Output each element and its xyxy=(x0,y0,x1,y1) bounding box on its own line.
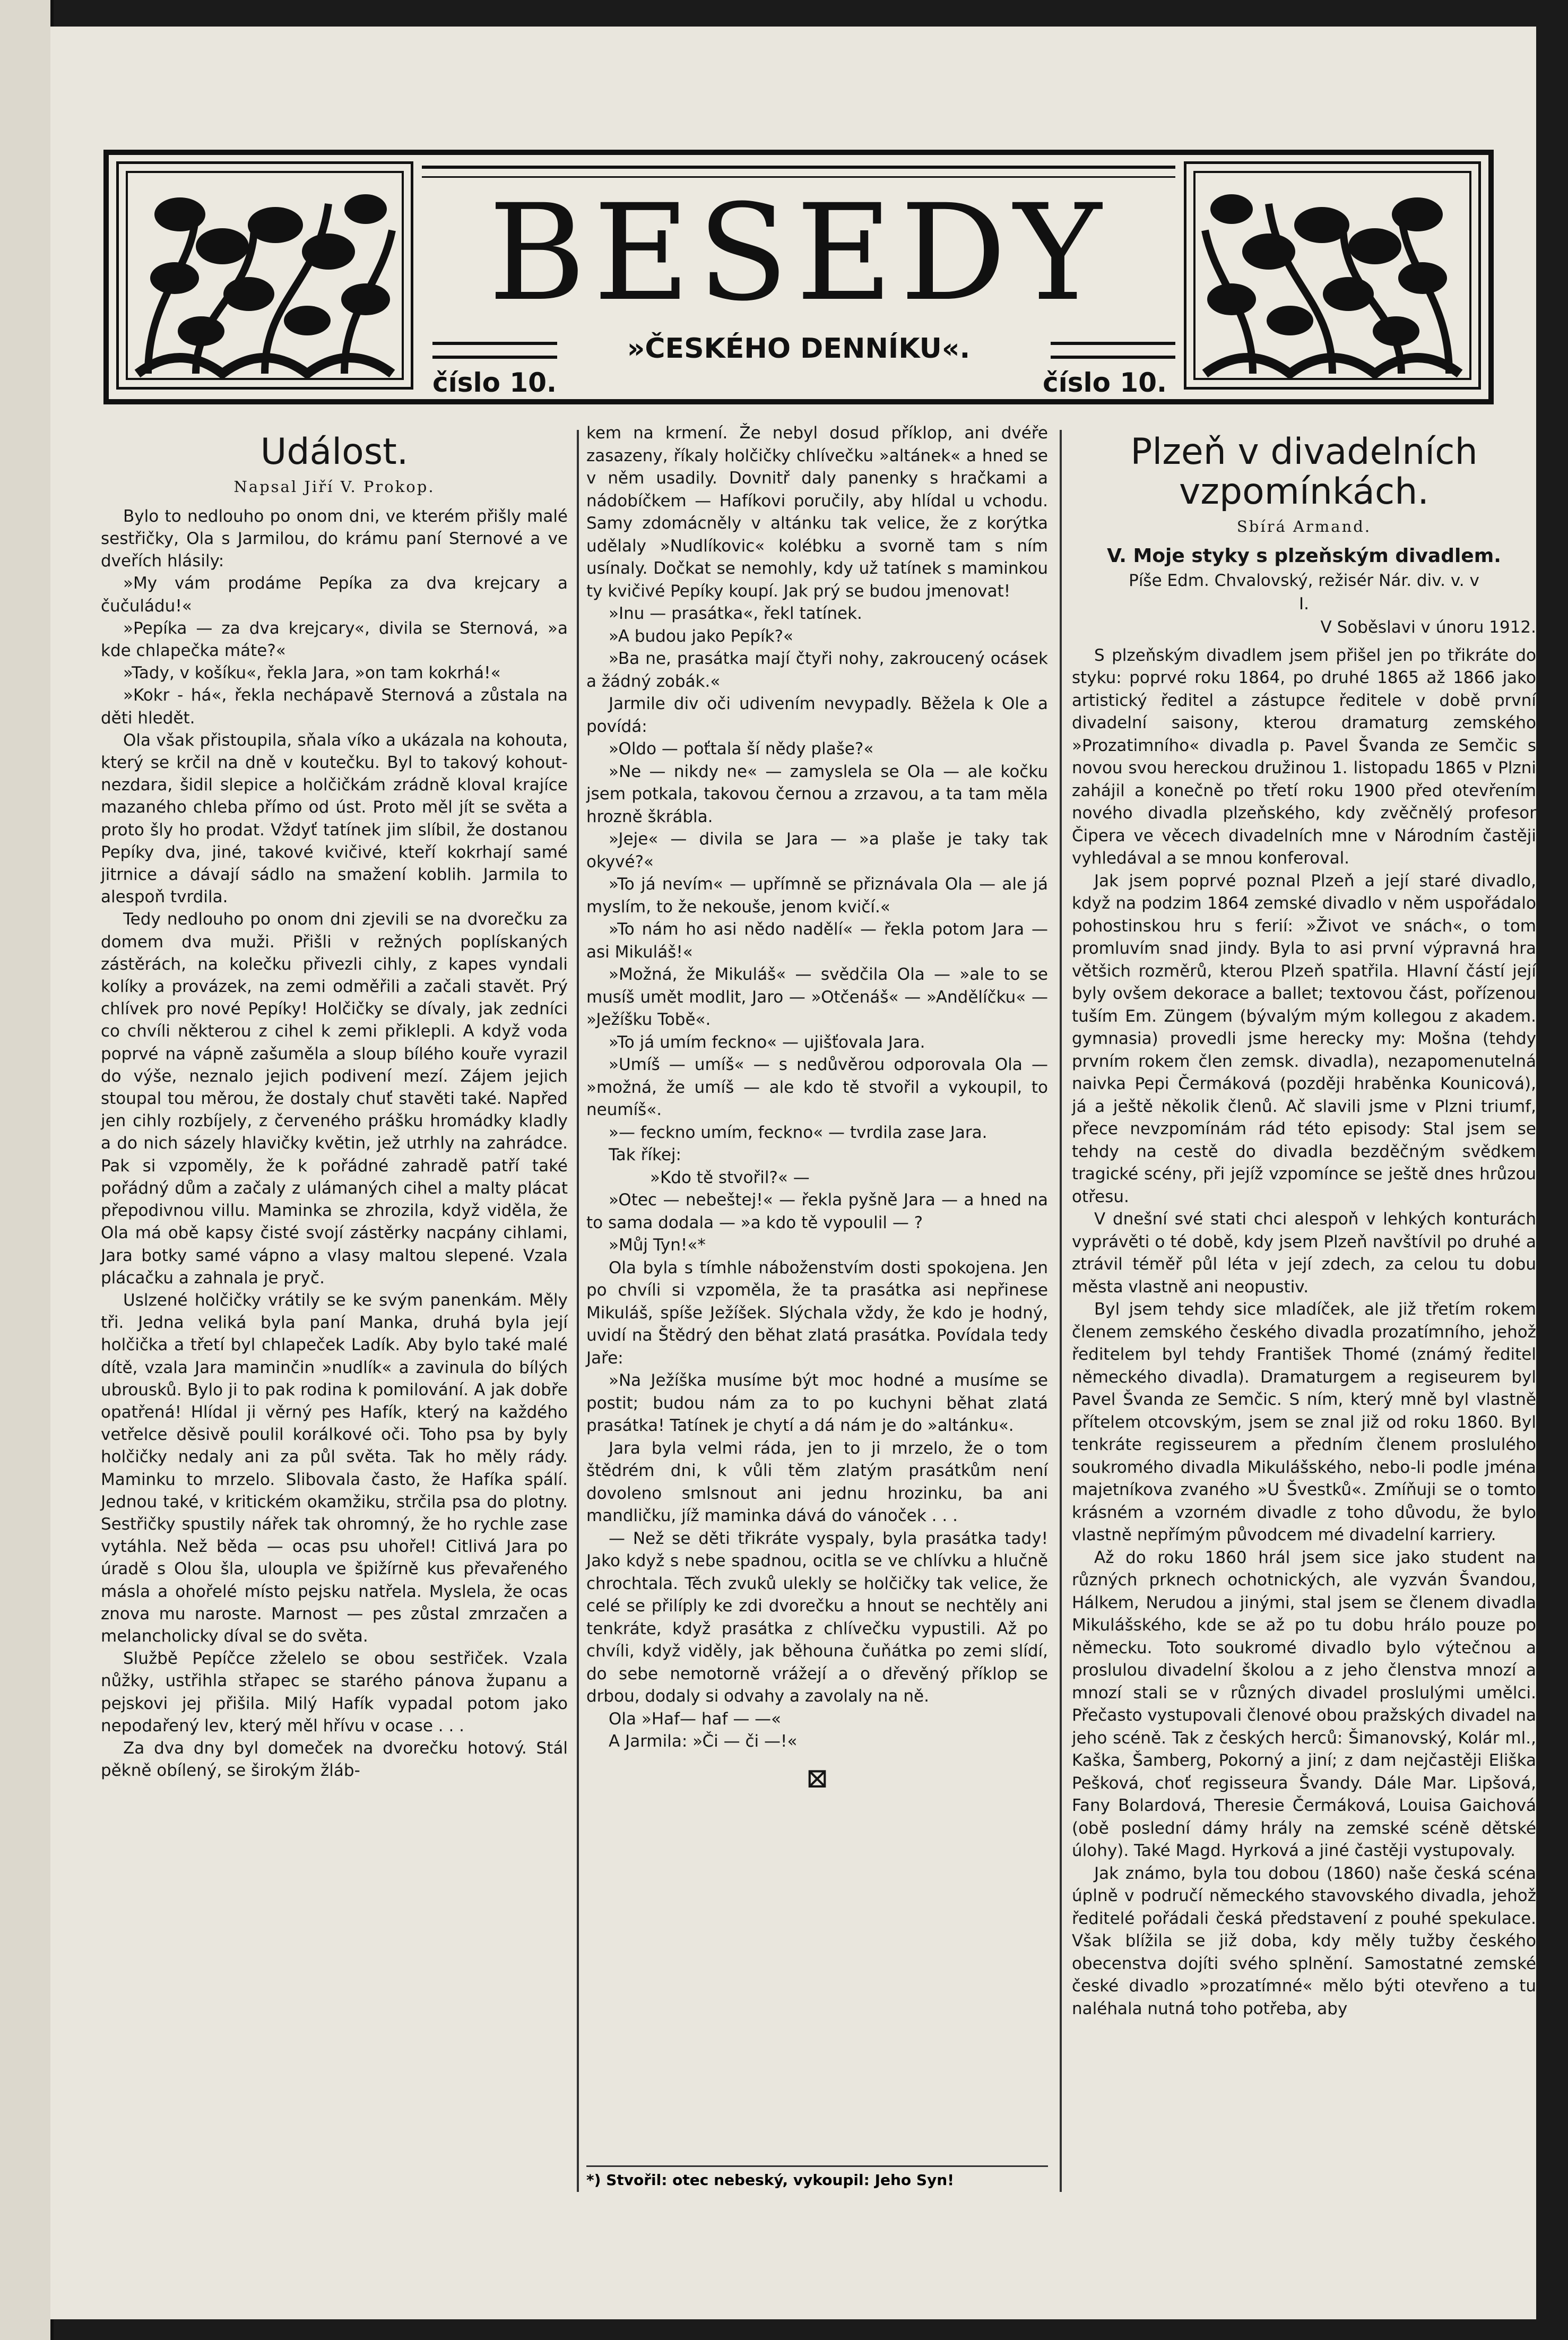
paragraph: »Pepíka — za dva krejcary«, divila se Sternová, »a kde chlapečka máte?« xyxy=(101,618,568,661)
subtitle-rule-right xyxy=(1051,342,1175,359)
paragraph: »— feckno umím, feckno« — tvrdila zase Jara. xyxy=(609,1122,987,1142)
column-3 xyxy=(1072,422,1536,2020)
paragraph: Jarmile div oči udivením nevypadly. Běžela k Ole a povídá: xyxy=(586,694,1048,736)
column-1 xyxy=(101,422,568,1782)
paragraph: »To já nevím« — upřímně se přiznávala Ola — ale já myslím, to že nekouše, jenom kvičí.« xyxy=(586,875,1048,917)
paragraph: »Jeje« — divila se Jara — »a plaše je taky tak okyvé?« xyxy=(586,830,1048,871)
paragraph: »Tady, v košíku«, řekla Jara, »on tam kokrhá!« xyxy=(123,663,501,683)
column-divider-2 xyxy=(1060,430,1062,2192)
paragraph: Uslzené holčičky vrátily se ke svým panenkám. Měly tři. Jedna veliká byla paní Manka, druhá byla její holčička a třetí byl chlapeček Ladík. Aby bylo také malé dítě, vzala Jara maminčin »nudlík« a zavinula do bílých ubrousků. Bylo ji to pak rodina k pomilování. A jak dobře opatřená! Hlídal ji věrný pes Hafík, který na každého vetřelce děsivě poulil korálkové oči. Toho psa by byly holčičky nedaly ani za půl světa. Tak ho měly rády. Maminku to mrzelo. Slibovala často, že Hafíka spálí. Jednou také, v kritickém okamžiku, strčila psa do plotny. Sestřičky spustily nářek tak ohromný, že ho rychle zase vytáhla. Než běda — ocas psu uhořel! Citlivá Jara po úradě s Olou šla, uloupla ve špižírně kus převařeného másla a ohořelé místo pejsku natřela. Myslela, že ocas znova mu naroste. Marnost — pes zůstal zmrzačen a melancholicky díval se do světa. xyxy=(101,1290,568,1646)
article-title-udalost: Událost. xyxy=(260,431,409,473)
paragraph: Bylo to nedlouho po onom dni, ve kterém přišly malé sestřičky, Ola s Jarmilou, do krámu paní Sternové a ve dveřích hlásily: xyxy=(101,506,568,571)
newspaper-subtitle: »ČESKÉHO DENNÍKU«. xyxy=(627,333,971,365)
paragraph: Jak známo, byla tou dobou (1860) naše česká scéna úplně v područí německého stavovského divadla, jehož ředitelé pořádali česká představení z pouhé spekulace. Však blížila se již doba, kdy měly tužby českého obecenstva dojíti svého splnění. Samostatné zemské české divadlo »prozatímné« mělo býti otevřeno a tu naléhala nutná toho potřeba, aby xyxy=(1072,1863,1536,2018)
newspaper-title: BESEDY xyxy=(488,176,1109,330)
newspaper-page xyxy=(50,27,1536,2319)
footnote: *) Stvořil: otec nebeský, vykoupil: Jeho Syn! xyxy=(586,2165,1048,2189)
paragraph: S plzeňským divadlem jsem přišel jen po třikráte do styku: poprvé roku 1864, po druhé 1865 až 1866 jako artistický ředitel a zástupce ředitele v době první divadelní saisony, kterou dramaturg zemského »Prozatimního« divadla p. Pavel Švanda ze Semčic s novou svou hereckou družinou 1. listopadu 1865 v Plzni zahájil a konečně po třetí roku 1900 před otevřením nového divadla plzeňského, kdy zvěčnělý profesor Čipera ve věcech divadelních mne v Národním častěji vyhledával a se mnou konferoval. xyxy=(1072,645,1536,868)
issue-number-right: číslo 10. xyxy=(1043,367,1167,398)
paragraph: »Ba ne, prasátka mají čtyři nohy, zakroucený ocásek a žádný zobák.« xyxy=(586,649,1048,691)
paragraph: »Umíš — umíš« — s nedůvěrou odporovala Ola — »možná, že umíš — ale kdo tě stvořil a vykoupil, to neumíš«. xyxy=(586,1055,1048,1119)
paragraph: »A budou jako Pepík?« xyxy=(609,626,793,646)
paragraph: Ola však přistoupila, sňala víko a ukázala na kohouta, který se krčil na dně v koutečku. Byl to takový kohout-nezdara, šidil slepice a holčičkám zrádně kloval krajíce mazaného chleba přímo od úst. Proto měl jít se světa a proto šly ho prodat. Vždyť tatínek jim slíbil, že dostanou Pepíky dva, jiné, takové kvičivé, kteří kokrhají samé jitrnice a dávají sádlo na smažení koblih. Jarmila to alespoň tvrdila. xyxy=(101,730,568,907)
paragraph: Až do roku 1860 hrál jsem sice jako student na různých prknech ochotnických, ale vyzván Švandou, Hálkem, Nerudou a jinými, stal jsem se členem divadla Mikulášského, kde se až po tu dobu hrálo pouze po německu. Toto soukromé divadlo bylo výtečnou a proslulou divadelní školou a z jeho členstva mnozí a mnozí stali se v různých divadel proslulými umělci. Přečasto vystupovali členové obou pražských divadel na jeho scéně. Tak z českých herců: Šimanovský, Kolár ml., Kaška, Šamberg, Pokorný a jiní; z dam nejčastěji Eliška Pešková, choť regisseura Švandy. Dále Mar. Lipšová, Fany Bolardová, Theresie Čermáková, Louisa Gaichová (obě poslední dámy hrály na zemské scéně dětské úlohy). Také Magd. Hyrková a jiné častěji vystupovaly. xyxy=(1072,1548,1536,1861)
paragraph: Ola byla s tímhle náboženstvím dosti spokojena. Jen po chvíli si vzpoměla, že ta prasátka asi nepřinese Mikuláš, spíše Ježíšek. Slýchala vždy, že kdo je hodný, uvidí na Štědrý den běhat zlatá prasátka. Povídala tedy Jaře: xyxy=(586,1258,1048,1368)
paragraph: Tak říkej: xyxy=(609,1145,681,1164)
paragraph: »Kdo tě stvořil?« — xyxy=(650,1168,810,1187)
paragraph: »To nám ho asi nědo nadělí« — řekla potom Jara — asi Mikuláš!« xyxy=(586,920,1048,962)
article-byline: Napsal Jiří V. Prokop. xyxy=(233,477,435,496)
author-line: Píše Edm. Chvalovský, režisér Nár. div. v. v xyxy=(1129,571,1479,590)
masthead xyxy=(103,150,1494,404)
column-2 xyxy=(586,422,1048,1804)
paragraph: — Než se děti třikráte vyspaly, byla prasátka tady! Jako když s nebe spadnou, ocitla se ve chlívku a hlučně chrochtala. Těch zvuků ulekly se holčičky tak velice, že celé se přilíply ke zdi dvorečku a hnout se nechtěly ani tenkráte, když prasátka z chlívečku vypustili. Až po chvíli, když viděly, jak běhouna čuňátka po zemi slídí, do sebe nemotorně vrážejí a o dřevěný příklop se drbou, dodaly si odvahy a zavolaly na ně. xyxy=(586,1529,1048,1706)
paragraph: Tedy nedlouho po onom dni zjevili se na dvorečku za domem dva muži. Přišli v režných poplískaných zástěrách, na kolečku přivezli cihly, z kapes vyndali kolíky a provázek, na zemi odměřili a začali stavět. Prý chlívek pro nové Pepíky! Holčičky se dívaly, jak zedníci co chvíli některou z cihel k zemi přiklepli. A když voda poprvé na vápně zašuměla a sloup bílého kouře vyrazil do výše, neznalo jejich podivení mezí. Zájem jejich stoupal tou měrou, že dostaly chuť stavěti také. Napřed jen cihly rozbíjely, z červeného prášku hromádky kladly a do nich sázely hlavičky květin, jež utrhly na zahrádce. Pak si vzpoměly, že k pořádné zahradě patří také pořádný dům a začaly z ulámaných cihel a malty plácat přepodivnou villu. Maminka se zhrozila, když viděla, že Ola má obě kapsy čisté svojí zástěrky nacpány cihlami, Jara botky samé vápno a vlasy maltou slepené. Vzala plácačku a zahnala je pryč. xyxy=(101,910,568,1288)
paragraph: »My vám prodáme Pepíka za dva krejcary a čučuládu!« xyxy=(101,574,568,616)
article-byline: Sbírá Armand. xyxy=(1236,517,1372,536)
paragraph: »Otec — nebeštej!« — řekla pyšně Jara — a hned na to sama dodala — »a kdo tě vypoulil — ? xyxy=(586,1190,1048,1232)
article-subtitle: V. Moje styky s plzeňským divadlem. xyxy=(1107,545,1501,567)
paragraph: »Možná, že Mikuláš« — svědčila Ola — »ale to se musíš umět modlit, Jaro — »Otčenáš« — »Andělíčku« — »Ježíšku Tobě«. xyxy=(586,965,1048,1029)
paragraph: »Kokr - há«, řekla nechápavě Sternová a zůstala na děti hledět. xyxy=(101,686,568,728)
end-of-article-mark: ⊠ xyxy=(805,1762,829,1794)
paragraph: Za dva dny byl domeček na dvorečku hotový. Stál pěkně obílený, se širokým žláb- xyxy=(101,1738,568,1781)
paragraph: »Můj Tyn!«* xyxy=(609,1236,706,1255)
paragraph: Jara byla velmi ráda, jen to ji mrzelo, že o tom štědrém dni, k vůli těm zlatým prasátkům není dovoleno smlsnout ani jednu hrozinku, ba ani mandličku, jíž maminka dává do vánoček . . . xyxy=(586,1438,1048,1525)
section-mark: I. xyxy=(1299,594,1309,614)
previous-page-edge xyxy=(0,0,54,2340)
column-divider-1 xyxy=(577,430,579,2192)
art-nouveau-ornament-right xyxy=(1184,161,1481,390)
paragraph: Ola »Haf— haf — —« xyxy=(609,1709,782,1729)
paragraph: V dnešní své stati chci alespoň v lehkých konturách vyprávěti o té době, kdy jsem Plzeň navštívil po druhé a ztrávil téměř půl léta v její zdech, za celou tu dobu města vlastně ani neopustiv. xyxy=(1072,1210,1536,1297)
paragraph: »Inu — prasátka«, řekl tatínek. xyxy=(609,604,862,623)
paragraph: Službě Pepíčce zželelo se obou sestřiček. Vzala nůžky, ustřihla střapec se starého pánova županu a pejskovi jej přišila. Milý Hafík vypadal potom jako nepodařený lev, který měl hřívu v ocase . . . xyxy=(101,1649,568,1735)
art-nouveau-ornament-left xyxy=(116,161,413,390)
paragraph: »To já umím feckno« — ujišťovala Jara. xyxy=(609,1032,925,1052)
dateline: V Soběslavi v únoru 1912. xyxy=(1320,617,1536,637)
paragraph: »Oldo — poťtala ší nědy plaše?« xyxy=(609,739,874,758)
paragraph: »Ne — nikdy ne« — zamyslela se Ola — ale kočku jsem potkala, takovou černou a zrzavou, a ta tam měla hrozně škrábla. xyxy=(586,762,1048,826)
paragraph: kem na krmení. Že nebyl dosud příklop, ani dvéře zasazeny, říkaly holčičky chlívečku »altánek« a hned se v něm usadily. Dovnitř daly panenky s hračkami a nádobíčkem — Hafíkovi poručily, aby hlídal u vchodu. Samy zdomácněly v altánku tak velice, že z korýtka udělaly »Nudlíkovic« kolébku a svorně tam s ním usínaly. Dočkat se nemohly, kdy už tatínek s maminkou ty kvičivé Pepíky koupí. Jak prý se budou jmenovat! xyxy=(586,424,1048,601)
article-title-plzen: Plzeň v divadelních vzpomínkách. xyxy=(1130,431,1478,513)
issue-number-left: číslo 10. xyxy=(432,367,557,398)
paragraph: Byl jsem tehdy sice mladíček, ale již třetím rokem členem zemského českého divadla prozatímního, jehož ředitelem byl tehdy František Thomé (známý ředitel německého divadla). Dramaturgem a regiseurem byl Pavel Švanda ze Semčic. S ním, který mně byl vlastně přítelem otcovským, jsem se znal již od roku 1860. Byl tenkráte regisseurem a předním členem proslulého soukromého divadla Mikulášského, nebo-li podle jména majetníkova zvaného »U Švestků«. Zmíňuji se o tomto krásném a vzorném divadle z toho důvodu, že bylo vlastně nepřímým původcem mé divadelní karriery. xyxy=(1072,1300,1536,1545)
paragraph: Jak jsem poprvé poznal Plzeň a její staré divadlo, když na podzim 1864 zemské divadlo v něm uspořádalo pohostinskou hru s ferií: »Život ve snách«, o tom promluvím snad jindy. Byla to asi první výpravná hra většich rozměrů, kterou Plzeň spatřila. Hlavní částí její byly ovšem dekorace a ballet; textovou část, pořízenou tuším Em. Züngem (bývalým mým kollegou z akadem. gymnasia) provedli jsme herecky my: Mošna (tehdy prvním rokem člen zemsk. divadla), nezapomenutelná naivka Pepi Čermáková (později hraběnka Kounicová), já a ještě několik členů. Ač slavili jsme v Plzni triumf, přece nevzpomínám rád této episody: Stal jsem se tehdy na cestě do divadla bezděčným svědkem tragické scény, při jejíž vzpomínce se ještě dnes hrůzou otřesu. xyxy=(1072,871,1536,1206)
paragraph: A Jarmila: »Či — či —!« xyxy=(609,1732,798,1751)
paragraph: »Na Ježíška musíme být moc hodné a musíme se postit; budou nám za to po kuchyni běhat zlatá prasátka! Tatínek je chytí a dá nám je do »altánku«. xyxy=(586,1371,1048,1435)
